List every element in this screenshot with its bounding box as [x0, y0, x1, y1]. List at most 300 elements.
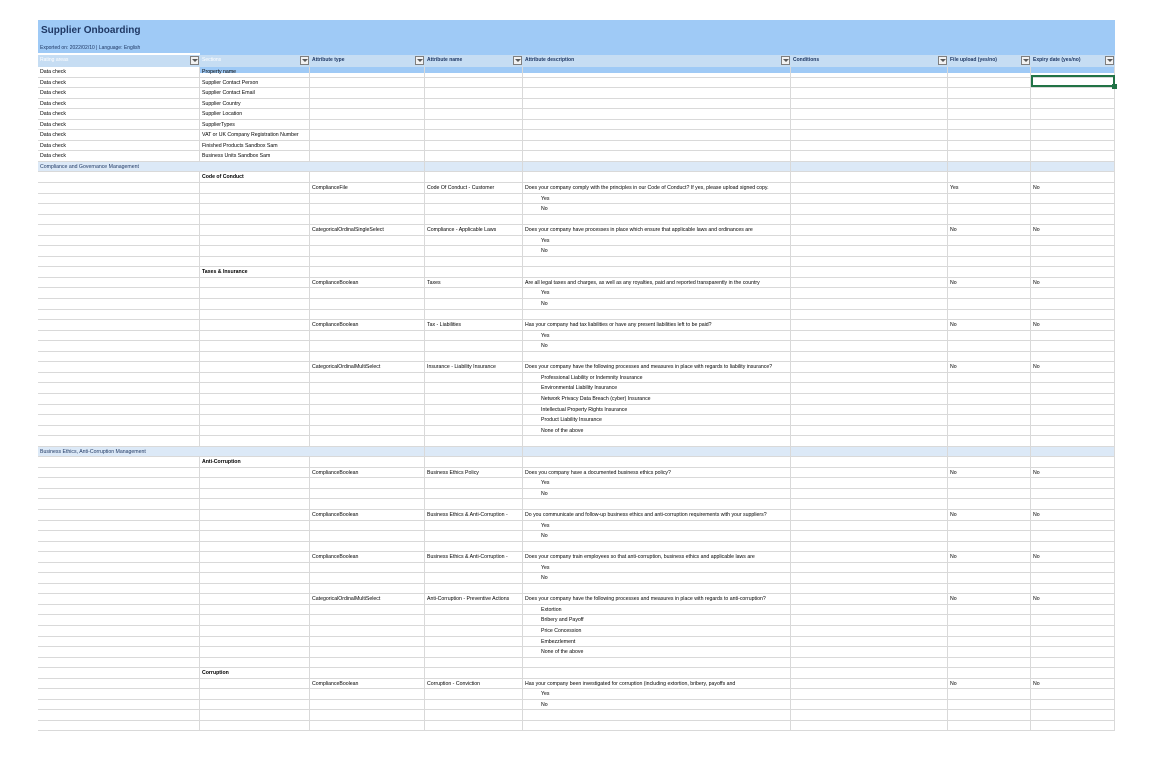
grid-cell[interactable] [948, 394, 1031, 404]
grid-cell[interactable]: No [1031, 225, 1115, 235]
grid-cell[interactable] [791, 320, 948, 330]
grid-cell[interactable] [425, 130, 523, 140]
grid-cell[interactable] [523, 67, 791, 77]
grid-cell[interactable]: No [948, 320, 1031, 330]
grid-cell[interactable] [38, 172, 200, 182]
grid-cell[interactable]: Business Ethics & Anti-Corruption - [425, 510, 523, 520]
grid-cell[interactable] [948, 172, 1031, 182]
grid-cell[interactable] [948, 637, 1031, 647]
grid-cell[interactable]: ComplianceBoolean [310, 552, 425, 562]
grid-cell[interactable]: No [948, 225, 1031, 235]
grid-cell[interactable] [310, 352, 425, 362]
grid-cell[interactable] [791, 109, 948, 119]
grid-cell[interactable] [791, 162, 948, 172]
grid-cell[interactable] [310, 436, 425, 446]
grid-cell[interactable]: Product Liability Insurance [523, 415, 791, 425]
grid-cell[interactable] [948, 130, 1031, 140]
grid-cell[interactable]: ComplianceBoolean [310, 278, 425, 288]
grid-cell[interactable] [948, 573, 1031, 583]
grid-cell[interactable] [310, 542, 425, 552]
grid-cell[interactable] [38, 563, 200, 573]
grid-cell[interactable] [948, 78, 1031, 88]
grid-cell[interactable] [1031, 489, 1115, 499]
grid-cell[interactable] [200, 647, 310, 657]
grid-cell[interactable] [948, 405, 1031, 415]
grid-cell[interactable] [1031, 531, 1115, 541]
grid-cell[interactable]: Yes [523, 288, 791, 298]
grid-cell[interactable] [200, 194, 310, 204]
grid-cell[interactable] [791, 288, 948, 298]
grid-cell[interactable]: Anti-Corruption [200, 457, 310, 467]
grid-cell[interactable] [425, 478, 523, 488]
grid-cell[interactable] [425, 88, 523, 98]
grid-cell[interactable] [425, 236, 523, 246]
grid-cell[interactable]: Yes [523, 194, 791, 204]
grid-cell[interactable] [200, 236, 310, 246]
grid-cell[interactable] [1031, 288, 1115, 298]
grid-cell[interactable]: Does your company have the following processes and measures in place with regards to liability insurance? [523, 362, 791, 372]
grid-cell[interactable] [38, 710, 200, 720]
grid-cell[interactable] [425, 426, 523, 436]
grid-cell[interactable] [791, 605, 948, 615]
grid-cell[interactable] [1031, 299, 1115, 309]
grid-cell[interactable] [523, 267, 791, 277]
grid-cell[interactable] [38, 426, 200, 436]
grid-cell[interactable] [948, 489, 1031, 499]
grid-cell[interactable]: No [1031, 552, 1115, 562]
grid-cell[interactable] [425, 647, 523, 657]
grid-cell[interactable] [523, 99, 791, 109]
grid-cell[interactable] [310, 78, 425, 88]
grid-cell[interactable] [425, 521, 523, 531]
grid-cell[interactable] [948, 109, 1031, 119]
grid-cell[interactable] [791, 563, 948, 573]
grid-cell[interactable] [948, 615, 1031, 625]
grid-cell[interactable] [791, 679, 948, 689]
grid-cell[interactable] [1031, 405, 1115, 415]
grid-cell[interactable]: SupplierTypes [200, 120, 310, 130]
grid-cell[interactable] [1031, 141, 1115, 151]
grid-cell[interactable] [200, 310, 310, 320]
grid-cell[interactable]: Has your company had tax liabilities or have any present liabilities left to be paid? [523, 320, 791, 330]
grid-cell[interactable] [791, 257, 948, 267]
grid-cell[interactable] [200, 700, 310, 710]
grid-cell[interactable] [523, 120, 791, 130]
grid-cell[interactable] [948, 658, 1031, 668]
grid-cell[interactable] [38, 320, 200, 330]
grid-cell[interactable] [38, 689, 200, 699]
grid-cell[interactable] [948, 236, 1031, 246]
grid-cell[interactable] [38, 615, 200, 625]
grid-cell[interactable] [38, 278, 200, 288]
grid-cell[interactable] [1031, 710, 1115, 720]
grid-cell[interactable] [948, 426, 1031, 436]
grid-cell[interactable] [791, 373, 948, 383]
grid-cell[interactable] [200, 394, 310, 404]
grid-cell[interactable] [425, 689, 523, 699]
grid-cell[interactable] [200, 605, 310, 615]
grid-cell[interactable] [1031, 267, 1115, 277]
grid-cell[interactable] [425, 531, 523, 541]
grid-cell[interactable] [425, 721, 523, 731]
grid-cell[interactable] [38, 257, 200, 267]
grid-cell[interactable]: No [523, 299, 791, 309]
grid-cell[interactable] [1031, 436, 1115, 446]
grid-cell[interactable]: Data check [38, 141, 200, 151]
grid-cell[interactable] [310, 310, 425, 320]
grid-cell[interactable]: No [523, 700, 791, 710]
grid-cell[interactable]: Yes [523, 689, 791, 699]
grid-cell[interactable] [425, 394, 523, 404]
grid-cell[interactable] [523, 668, 791, 678]
grid-cell[interactable]: No [523, 489, 791, 499]
grid-cell[interactable] [310, 658, 425, 668]
grid-cell[interactable] [200, 299, 310, 309]
grid-cell[interactable] [791, 637, 948, 647]
grid-cell[interactable] [1031, 194, 1115, 204]
grid-cell[interactable] [310, 67, 425, 77]
grid-cell[interactable] [200, 584, 310, 594]
grid-cell[interactable] [200, 436, 310, 446]
grid-cell[interactable] [425, 573, 523, 583]
grid-cell[interactable] [310, 120, 425, 130]
grid-cell[interactable] [38, 362, 200, 372]
grid-cell[interactable] [791, 299, 948, 309]
grid-cell[interactable] [425, 99, 523, 109]
grid-cell[interactable] [1031, 605, 1115, 615]
grid-cell[interactable]: Taxes & Insurance [200, 267, 310, 277]
grid-cell[interactable]: Yes [523, 331, 791, 341]
grid-cell[interactable] [791, 120, 948, 130]
column-header-rating-areas[interactable] [38, 55, 200, 67]
grid-cell[interactable] [948, 141, 1031, 151]
grid-cell[interactable]: ComplianceBoolean [310, 468, 425, 478]
grid-cell[interactable] [310, 605, 425, 615]
grid-cell[interactable] [523, 310, 791, 320]
grid-cell[interactable] [38, 225, 200, 235]
grid-cell[interactable] [425, 499, 523, 509]
grid-cell[interactable] [200, 499, 310, 509]
grid-cell[interactable] [200, 246, 310, 256]
grid-cell[interactable] [38, 457, 200, 467]
grid-cell[interactable] [1031, 373, 1115, 383]
grid-cell[interactable] [200, 373, 310, 383]
grid-cell[interactable]: Yes [523, 521, 791, 531]
grid-cell[interactable] [791, 362, 948, 372]
grid-cell[interactable] [38, 626, 200, 636]
grid-cell[interactable] [791, 236, 948, 246]
grid-cell[interactable] [1031, 331, 1115, 341]
grid-cell[interactable] [1031, 341, 1115, 351]
grid-cell[interactable]: Supplier Contact Person [200, 78, 310, 88]
grid-cell[interactable] [791, 215, 948, 225]
grid-cell[interactable]: ComplianceBoolean [310, 510, 425, 520]
grid-cell[interactable] [523, 721, 791, 731]
grid-cell[interactable] [200, 352, 310, 362]
grid-cell[interactable] [200, 405, 310, 415]
grid-cell[interactable]: No [523, 573, 791, 583]
grid-cell[interactable] [310, 499, 425, 509]
grid-cell[interactable] [1031, 88, 1115, 98]
grid-cell[interactable] [523, 162, 791, 172]
grid-cell[interactable] [310, 405, 425, 415]
grid-cell[interactable] [38, 584, 200, 594]
grid-cell[interactable] [310, 531, 425, 541]
grid-cell[interactable] [425, 542, 523, 552]
grid-cell[interactable] [523, 447, 791, 457]
grid-cell[interactable] [523, 542, 791, 552]
grid-cell[interactable] [948, 447, 1031, 457]
grid-cell[interactable] [310, 626, 425, 636]
grid-cell[interactable] [948, 373, 1031, 383]
grid-cell[interactable] [791, 183, 948, 193]
grid-cell[interactable] [200, 689, 310, 699]
grid-cell[interactable] [310, 331, 425, 341]
grid-cell[interactable] [791, 415, 948, 425]
grid-cell[interactable] [791, 383, 948, 393]
grid-cell[interactable] [310, 415, 425, 425]
grid-cell[interactable]: Does your company train employees so that anti-corruption, business ethics and applicable laws are [523, 552, 791, 562]
grid-cell[interactable] [791, 310, 948, 320]
grid-cell[interactable] [38, 605, 200, 615]
grid-cell[interactable] [200, 257, 310, 267]
grid-cell[interactable]: Finished Products Sandbox Sam [200, 141, 310, 151]
grid-cell[interactable] [38, 637, 200, 647]
grid-cell[interactable] [310, 668, 425, 678]
grid-cell[interactable] [310, 257, 425, 267]
grid-cell[interactable] [948, 542, 1031, 552]
grid-cell[interactable]: Bribery and Payoff [523, 615, 791, 625]
filter-dropdown-icon[interactable] [781, 56, 790, 65]
grid-cell[interactable] [1031, 204, 1115, 214]
grid-cell[interactable] [310, 573, 425, 583]
grid-cell[interactable] [38, 658, 200, 668]
filter-dropdown-icon[interactable] [415, 56, 424, 65]
grid-cell[interactable] [791, 710, 948, 720]
grid-cell[interactable] [948, 383, 1031, 393]
grid-cell[interactable] [948, 194, 1031, 204]
grid-cell[interactable] [791, 99, 948, 109]
grid-cell[interactable] [38, 204, 200, 214]
grid-cell[interactable] [948, 204, 1031, 214]
grid-cell[interactable] [791, 668, 948, 678]
grid-cell[interactable] [310, 109, 425, 119]
grid-cell[interactable] [425, 447, 523, 457]
grid-cell[interactable] [791, 510, 948, 520]
grid-cell[interactable] [791, 521, 948, 531]
grid-cell[interactable] [523, 257, 791, 267]
grid-cell[interactable]: No [948, 362, 1031, 372]
grid-cell[interactable] [310, 246, 425, 256]
grid-cell[interactable] [425, 162, 523, 172]
grid-cell[interactable] [38, 552, 200, 562]
grid-cell[interactable] [1031, 109, 1115, 119]
grid-cell[interactable] [310, 236, 425, 246]
grid-cell[interactable] [791, 67, 948, 77]
column-header-conditions[interactable] [791, 55, 948, 67]
grid-cell[interactable] [310, 288, 425, 298]
grid-cell[interactable] [425, 383, 523, 393]
grid-cell[interactable] [791, 531, 948, 541]
grid-cell[interactable]: Business Ethics Policy [425, 468, 523, 478]
grid-cell[interactable] [200, 615, 310, 625]
grid-cell[interactable] [1031, 457, 1115, 467]
grid-cell[interactable] [38, 468, 200, 478]
grid-cell[interactable] [1031, 215, 1115, 225]
filter-dropdown-icon[interactable] [190, 56, 199, 65]
grid-cell[interactable]: Taxes [425, 278, 523, 288]
grid-cell[interactable] [791, 278, 948, 288]
grid-cell[interactable]: No [523, 531, 791, 541]
grid-cell[interactable] [948, 700, 1031, 710]
grid-cell[interactable] [310, 721, 425, 731]
grid-cell[interactable] [200, 594, 310, 604]
grid-cell[interactable] [310, 341, 425, 351]
grid-cell[interactable] [425, 700, 523, 710]
grid-cell[interactable] [310, 373, 425, 383]
grid-cell[interactable] [791, 721, 948, 731]
grid-cell[interactable] [38, 499, 200, 509]
filter-dropdown-icon[interactable] [1105, 56, 1114, 65]
grid-cell[interactable] [791, 394, 948, 404]
grid-cell[interactable]: No [1031, 679, 1115, 689]
grid-cell[interactable]: Data check [38, 130, 200, 140]
grid-cell[interactable]: Network Privacy Data Breach (cyber) Insurance [523, 394, 791, 404]
grid-cell[interactable]: Corruption [200, 668, 310, 678]
grid-cell[interactable] [1031, 478, 1115, 488]
grid-cell[interactable]: Are all legal taxes and charges, as well as any royalties, paid and reported transparently in the country [523, 278, 791, 288]
grid-cell[interactable] [948, 288, 1031, 298]
grid-cell[interactable]: None of the above [523, 647, 791, 657]
grid-cell[interactable] [425, 615, 523, 625]
grid-cell[interactable] [523, 78, 791, 88]
grid-cell[interactable] [38, 215, 200, 225]
grid-cell[interactable] [1031, 394, 1115, 404]
grid-cell[interactable] [791, 499, 948, 509]
grid-cell[interactable] [425, 637, 523, 647]
grid-cell[interactable] [38, 542, 200, 552]
grid-cell[interactable] [425, 215, 523, 225]
grid-cell[interactable]: Environmental Liability Insurance [523, 383, 791, 393]
grid-cell[interactable]: No [948, 552, 1031, 562]
grid-cell[interactable] [310, 141, 425, 151]
grid-cell[interactable] [38, 721, 200, 731]
grid-cell[interactable] [310, 700, 425, 710]
grid-cell[interactable] [791, 700, 948, 710]
grid-cell[interactable] [791, 405, 948, 415]
grid-cell[interactable]: Data check [38, 78, 200, 88]
grid-cell[interactable]: Data check [38, 67, 200, 77]
grid-cell[interactable] [310, 637, 425, 647]
grid-cell[interactable]: Supplier Location [200, 109, 310, 119]
grid-cell[interactable] [200, 341, 310, 351]
grid-cell[interactable] [38, 531, 200, 541]
grid-cell[interactable] [523, 710, 791, 720]
grid-cell[interactable] [200, 679, 310, 689]
grid-cell[interactable]: VAT or UK Company Registration Number [200, 130, 310, 140]
grid-cell[interactable]: Professional Liability or Indemnity Insurance [523, 373, 791, 383]
grid-cell[interactable] [310, 563, 425, 573]
grid-cell[interactable]: No [1031, 468, 1115, 478]
grid-cell[interactable] [200, 225, 310, 235]
grid-cell[interactable] [425, 489, 523, 499]
grid-cell[interactable]: Anti-Corruption - Preventive Actions [425, 594, 523, 604]
grid-cell[interactable]: ComplianceBoolean [310, 679, 425, 689]
grid-cell[interactable] [948, 457, 1031, 467]
grid-cell[interactable] [1031, 246, 1115, 256]
grid-cell[interactable] [200, 204, 310, 214]
grid-cell[interactable] [310, 394, 425, 404]
grid-cell[interactable]: Business Units Sandbox Sam [200, 151, 310, 161]
grid-cell[interactable] [523, 457, 791, 467]
grid-cell[interactable] [310, 710, 425, 720]
grid-cell[interactable] [200, 383, 310, 393]
grid-cell[interactable] [948, 151, 1031, 161]
grid-cell[interactable] [1031, 257, 1115, 267]
grid-cell[interactable] [791, 478, 948, 488]
grid-cell[interactable] [948, 120, 1031, 130]
grid-cell[interactable] [38, 405, 200, 415]
grid-cell[interactable] [1031, 542, 1115, 552]
grid-cell[interactable] [1031, 658, 1115, 668]
grid-cell[interactable] [38, 267, 200, 277]
grid-cell[interactable]: No [1031, 278, 1115, 288]
grid-cell[interactable] [791, 194, 948, 204]
grid-cell[interactable] [310, 478, 425, 488]
grid-cell[interactable]: ComplianceFile [310, 183, 425, 193]
grid-cell[interactable]: Intellectual Property Rights Insurance [523, 405, 791, 415]
grid-cell[interactable] [1031, 647, 1115, 657]
grid-cell[interactable] [200, 542, 310, 552]
grid-cell[interactable]: Extortion [523, 605, 791, 615]
grid-cell[interactable] [310, 647, 425, 657]
grid-cell[interactable]: Data check [38, 99, 200, 109]
grid-cell[interactable] [310, 204, 425, 214]
grid-cell[interactable]: Property name [200, 67, 310, 77]
grid-cell[interactable] [523, 584, 791, 594]
grid-cell[interactable] [200, 278, 310, 288]
grid-cell[interactable] [1031, 700, 1115, 710]
grid-cell[interactable] [791, 331, 948, 341]
grid-cell[interactable] [200, 426, 310, 436]
grid-cell[interactable] [1031, 99, 1115, 109]
grid-cell[interactable] [948, 352, 1031, 362]
grid-cell[interactable] [791, 658, 948, 668]
grid-cell[interactable] [425, 204, 523, 214]
grid-cell[interactable] [38, 521, 200, 531]
grid-cell[interactable] [425, 373, 523, 383]
grid-cell[interactable] [1031, 521, 1115, 531]
grid-cell[interactable] [791, 447, 948, 457]
grid-cell[interactable] [791, 552, 948, 562]
grid-cell[interactable]: No [523, 246, 791, 256]
grid-cell[interactable] [425, 288, 523, 298]
grid-cell[interactable] [1031, 162, 1115, 172]
grid-cell[interactable] [948, 521, 1031, 531]
grid-cell[interactable] [310, 130, 425, 140]
grid-cell[interactable] [425, 109, 523, 119]
filter-dropdown-icon[interactable] [938, 56, 947, 65]
grid-cell[interactable] [948, 647, 1031, 657]
grid-cell[interactable] [948, 310, 1031, 320]
grid-cell[interactable]: Do you communicate and follow-up business ethics and anti-corruption requirements with your suppliers? [523, 510, 791, 520]
grid-cell[interactable] [200, 288, 310, 298]
grid-cell[interactable]: Data check [38, 109, 200, 119]
grid-cell[interactable] [200, 531, 310, 541]
grid-cell[interactable] [791, 615, 948, 625]
grid-cell[interactable] [425, 120, 523, 130]
grid-cell[interactable] [310, 267, 425, 277]
